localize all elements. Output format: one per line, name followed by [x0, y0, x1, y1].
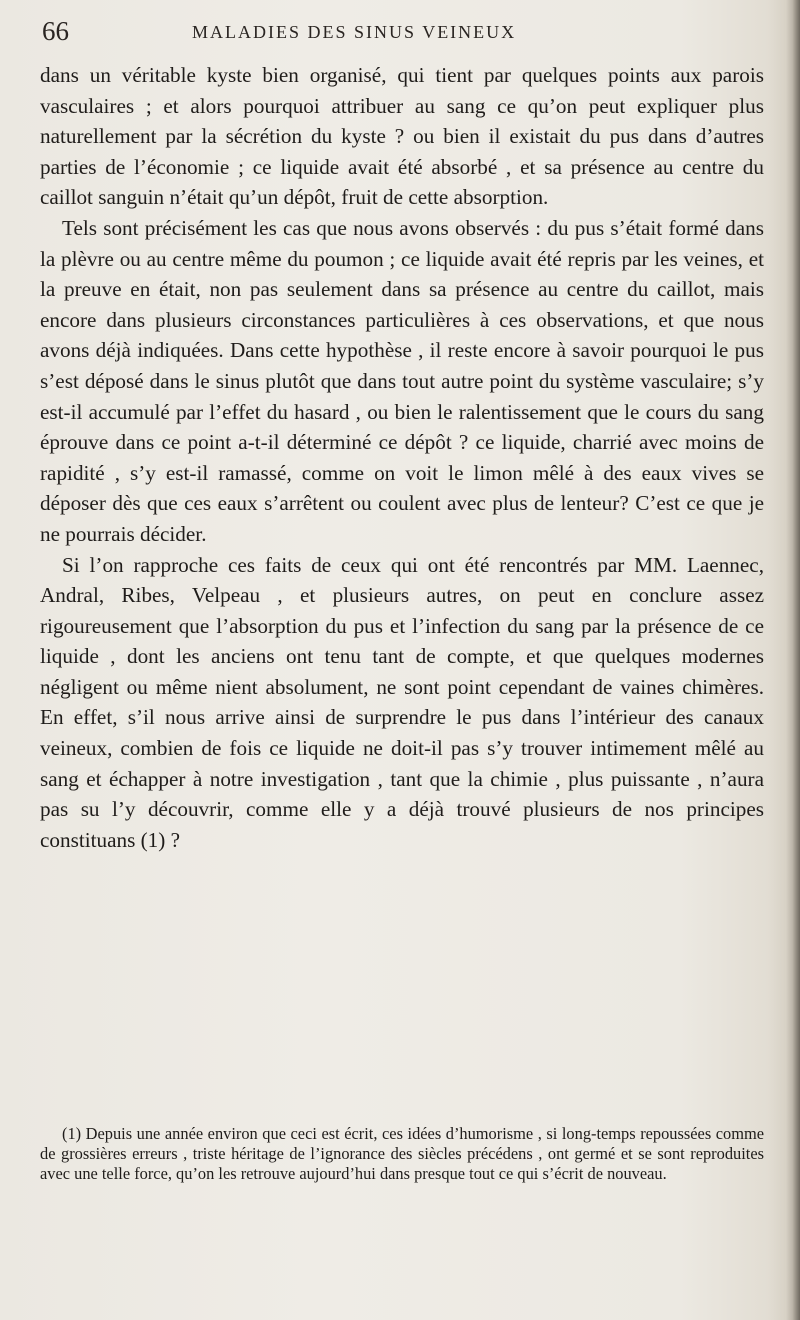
page-header	[42, 16, 762, 50]
page-edge-shadow	[786, 0, 800, 1320]
paragraph-1: dans un véritable kyste bien organisé, qui tient par quelques points aux parois vasculaires ; et alors pourquoi attribuer au sang ce qu’on peut expliquer plus naturellement par la sécrétion du kyste ? ou bien il existait du pus dans d’autres parties de l’économie ; ce liquide avait été absorbé , et sa présence au centre du caillot sanguin n’était qu’un dépôt, fruit de cette absorption.	[40, 63, 764, 210]
page-number: 66	[42, 16, 69, 46]
paragraph-3: Si l’on rapproche ces faits de ceux qui ont été rencontrés par MM. Laennec, Andral, Ribes, Velpeau , et plusieurs autres, on peut en conclure assez rigoureusement que l’absorption du pus et l’infection du sang par la présence de ce liquide , dont les anciens ont tenu tant de compte, et que quelques modernes négligent ou même nient absolument, ne sont point cependant de vaines chimères. En effet, s’il nous arrive ainsi de surprendre le pus dans l’intérieur des canaux veineux, combien de fois ce liquide ne doit-il pas s’y trouver intimement mêlé au sang et échapper à notre investigation , tant que la chimie , plus puissante , n’aura pas su l’y découvrir, comme elle y a déjà trouvé plusieurs de nos principes constituans (1) ?	[40, 552, 764, 852]
paragraph-2: Tels sont précisément les cas que nous avons observés : du pus s’était formé dans la plèvre ou au centre même du poumon ; ce liquide avait été repris par les veines, et la preuve en était, non pas seulement dans sa présence au centre du caillot, mais encore dans plusieurs circonstances particulières à ces observations, et que nous avons déjà indiquées. Dans cette hypothèse , il reste encore à savoir pourquoi le pus s’est déposé dans le sinus plutôt que dans tout autre point du système vasculaire; s’y est-il accumulé par l’effet du hasard , ou bien le ralentissement que le cours du sang éprouve dans ce point a-t-il déterminé ce dépôt ? ce liquide, charrié avec moins de rapidité , s’y est-il ramassé, comme on voit le limon mêlé à des eaux vives se déposer dès que ces eaux s’arrêtent ou coulent avec plus de lenteur? C’est ce que je ne pourrais décider.	[40, 215, 764, 546]
body-text	[40, 60, 764, 855]
footnote: (1) Depuis une année environ que ceci est écrit, ces idées d’humorisme , si long-temps repoussées comme de grossières erreurs , triste héritage de l’ignorance des siècles précédens , ont germé et se sont reproduites avec une telle force, qu’on les retrouve aujourd’hui dans presque tout ce qui s’écrit de nouveau.	[40, 1124, 764, 1183]
running-head: MALADIES DES SINUS VEINEUX	[192, 22, 517, 42]
